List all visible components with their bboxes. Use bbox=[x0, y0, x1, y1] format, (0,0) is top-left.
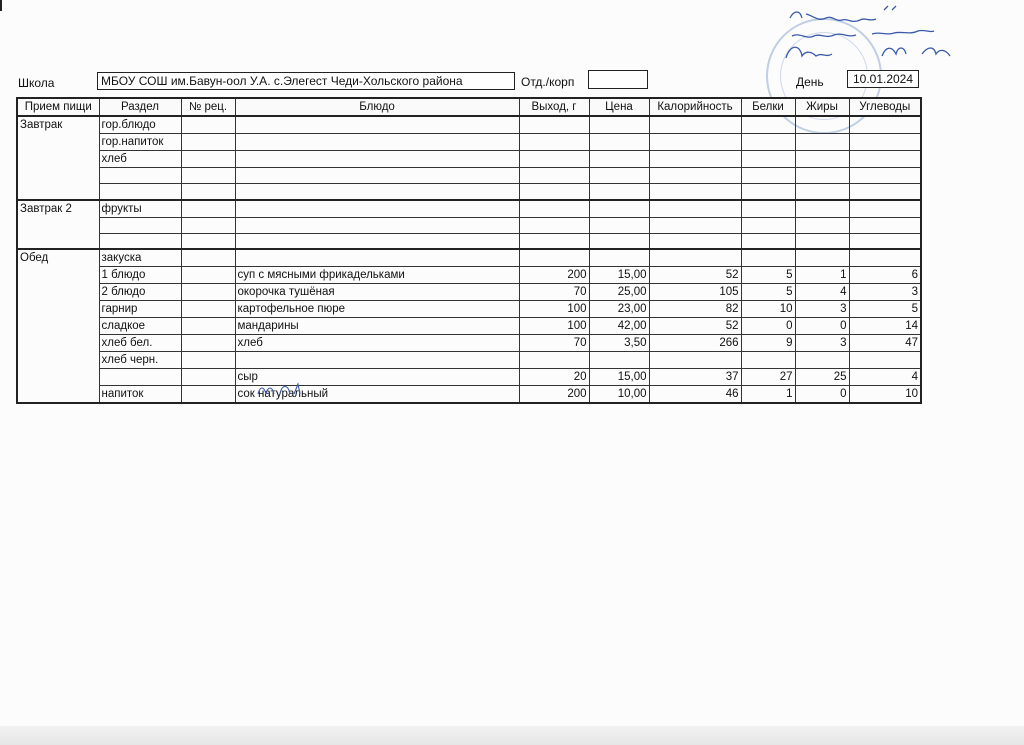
recipe-no-cell bbox=[181, 369, 235, 386]
carbs-cell: 3 bbox=[849, 284, 921, 301]
dept-label: Отд./корп bbox=[521, 75, 575, 89]
fat-cell bbox=[795, 352, 849, 369]
calories-cell: 105 bbox=[649, 284, 741, 301]
table-row bbox=[17, 318, 921, 335]
dish-cell: хлеб bbox=[235, 335, 519, 352]
table-row bbox=[17, 284, 921, 301]
fat-cell: 25 bbox=[795, 369, 849, 386]
section-cell: фрукты bbox=[99, 200, 181, 218]
table-row bbox=[17, 134, 921, 151]
recipe-no-cell bbox=[181, 284, 235, 301]
table-header-row bbox=[17, 98, 921, 116]
protein-cell: 27 bbox=[741, 369, 795, 386]
carbs-cell: 47 bbox=[849, 335, 921, 352]
section-cell: гор.напиток bbox=[99, 134, 181, 151]
fat-cell: 1 bbox=[795, 267, 849, 284]
protein-cell bbox=[741, 352, 795, 369]
section-cell bbox=[99, 369, 181, 386]
school-label: Школа bbox=[18, 76, 55, 90]
scan-bottom-edge bbox=[0, 726, 1024, 745]
section-cell: напиток bbox=[99, 386, 181, 404]
dept-field bbox=[588, 70, 648, 89]
table-row bbox=[17, 267, 921, 284]
price-cell: 3,50 bbox=[589, 335, 649, 352]
table-row bbox=[17, 233, 921, 249]
meal-breakfast: Завтрак bbox=[17, 116, 99, 200]
price-cell: 25,00 bbox=[589, 284, 649, 301]
school-name-field: МБОУ СОШ им.Бавун-оол У.А. с.Элегест Чеди-Хольского района bbox=[97, 72, 515, 90]
section-cell: закуска bbox=[99, 249, 181, 267]
table-row bbox=[17, 116, 921, 134]
recipe-no-cell bbox=[181, 352, 235, 369]
price-cell: 15,00 bbox=[589, 369, 649, 386]
protein-cell: 1 bbox=[741, 386, 795, 404]
yield-cell: 200 bbox=[519, 267, 589, 284]
section-cell bbox=[99, 217, 181, 233]
col-header-dish: Блюдо bbox=[235, 98, 519, 116]
fat-cell: 0 bbox=[795, 386, 849, 404]
carbs-cell: 14 bbox=[849, 318, 921, 335]
protein-cell: 5 bbox=[741, 284, 795, 301]
section-cell: сладкое bbox=[99, 318, 181, 335]
section-cell: хлеб bbox=[99, 151, 181, 168]
table-row bbox=[17, 386, 921, 404]
scan-edge-mark bbox=[0, 0, 2, 11]
calories-cell: 52 bbox=[649, 267, 741, 284]
calories-cell: 82 bbox=[649, 301, 741, 318]
col-header-meal: Прием пищи bbox=[17, 98, 99, 116]
carbs-cell bbox=[849, 249, 921, 267]
protein-cell: 0 bbox=[741, 318, 795, 335]
section-cell bbox=[99, 168, 181, 184]
col-header-yield: Выход, г bbox=[519, 98, 589, 116]
price-cell: 10,00 bbox=[589, 386, 649, 404]
recipe-no-cell bbox=[181, 249, 235, 267]
col-header-section: Раздел bbox=[99, 98, 181, 116]
protein-cell: 5 bbox=[741, 267, 795, 284]
menu-table bbox=[16, 97, 922, 404]
calories-cell bbox=[649, 352, 741, 369]
price-cell: 23,00 bbox=[589, 301, 649, 318]
meal-lunch: Обед bbox=[17, 249, 99, 403]
table-row bbox=[17, 369, 921, 386]
section-cell: 2 блюдо bbox=[99, 284, 181, 301]
protein-cell bbox=[741, 249, 795, 267]
section-cell: 1 блюдо bbox=[99, 267, 181, 284]
fat-cell: 4 bbox=[795, 284, 849, 301]
date-field: 10.01.2024 bbox=[847, 70, 919, 88]
yield-cell: 100 bbox=[519, 301, 589, 318]
dish-cell: сок натуральный bbox=[235, 386, 519, 404]
section-cell: хлеб черн. bbox=[99, 352, 181, 369]
col-header-protein: Белки bbox=[741, 98, 795, 116]
section-cell: гор.блюдо bbox=[99, 116, 181, 134]
dish-cell: мандарины bbox=[235, 318, 519, 335]
carbs-cell: 6 bbox=[849, 267, 921, 284]
protein-cell: 9 bbox=[741, 335, 795, 352]
fat-cell: 3 bbox=[795, 301, 849, 318]
meal-breakfast-2: Завтрак 2 bbox=[17, 200, 99, 250]
dish-cell: суп с мясными фрикадельками bbox=[235, 267, 519, 284]
dish-cell: сыр bbox=[235, 369, 519, 386]
dish-cell: окорочка тушёная bbox=[235, 284, 519, 301]
yield-cell: 200 bbox=[519, 386, 589, 404]
price-cell bbox=[589, 249, 649, 267]
yield-cell bbox=[519, 249, 589, 267]
table-row bbox=[17, 335, 921, 352]
table-row bbox=[17, 168, 921, 184]
yield-cell: 70 bbox=[519, 284, 589, 301]
handwritten-initials bbox=[250, 378, 320, 400]
calories-cell: 52 bbox=[649, 318, 741, 335]
table-row bbox=[17, 217, 921, 233]
col-header-carbs: Углеводы bbox=[849, 98, 921, 116]
table-row bbox=[17, 151, 921, 168]
carbs-cell: 4 bbox=[849, 369, 921, 386]
col-header-calories: Калорийность bbox=[649, 98, 741, 116]
table-row bbox=[17, 301, 921, 318]
calories-cell: 46 bbox=[649, 386, 741, 404]
section-cell bbox=[99, 184, 181, 200]
fat-cell: 3 bbox=[795, 335, 849, 352]
carbs-cell bbox=[849, 352, 921, 369]
price-cell: 15,00 bbox=[589, 267, 649, 284]
day-label: День bbox=[796, 75, 824, 89]
fat-cell: 0 bbox=[795, 318, 849, 335]
dish-cell bbox=[235, 352, 519, 369]
table-row bbox=[17, 352, 921, 369]
col-header-recipe-no: № рец. bbox=[181, 98, 235, 116]
carbs-cell: 5 bbox=[849, 301, 921, 318]
calories-cell: 37 bbox=[649, 369, 741, 386]
section-cell: гарнир bbox=[99, 301, 181, 318]
recipe-no-cell bbox=[181, 386, 235, 404]
section-cell bbox=[99, 233, 181, 249]
dish-cell bbox=[235, 249, 519, 267]
table-row bbox=[17, 249, 921, 267]
protein-cell: 10 bbox=[741, 301, 795, 318]
yield-cell: 70 bbox=[519, 335, 589, 352]
table-row bbox=[17, 200, 921, 218]
recipe-no-cell bbox=[181, 267, 235, 284]
recipe-no-cell bbox=[181, 301, 235, 318]
dish-cell: картофельное пюре bbox=[235, 301, 519, 318]
col-header-fat: Жиры bbox=[795, 98, 849, 116]
approval-handwriting bbox=[772, 4, 972, 70]
fat-cell bbox=[795, 249, 849, 267]
yield-cell bbox=[519, 352, 589, 369]
section-cell: хлеб бел. bbox=[99, 335, 181, 352]
calories-cell: 266 bbox=[649, 335, 741, 352]
calories-cell bbox=[649, 249, 741, 267]
recipe-no-cell bbox=[181, 318, 235, 335]
recipe-no-cell bbox=[181, 335, 235, 352]
table-row bbox=[17, 184, 921, 200]
price-cell bbox=[589, 352, 649, 369]
col-header-price: Цена bbox=[589, 98, 649, 116]
yield-cell: 20 bbox=[519, 369, 589, 386]
price-cell: 42,00 bbox=[589, 318, 649, 335]
carbs-cell: 10 bbox=[849, 386, 921, 404]
yield-cell: 100 bbox=[519, 318, 589, 335]
